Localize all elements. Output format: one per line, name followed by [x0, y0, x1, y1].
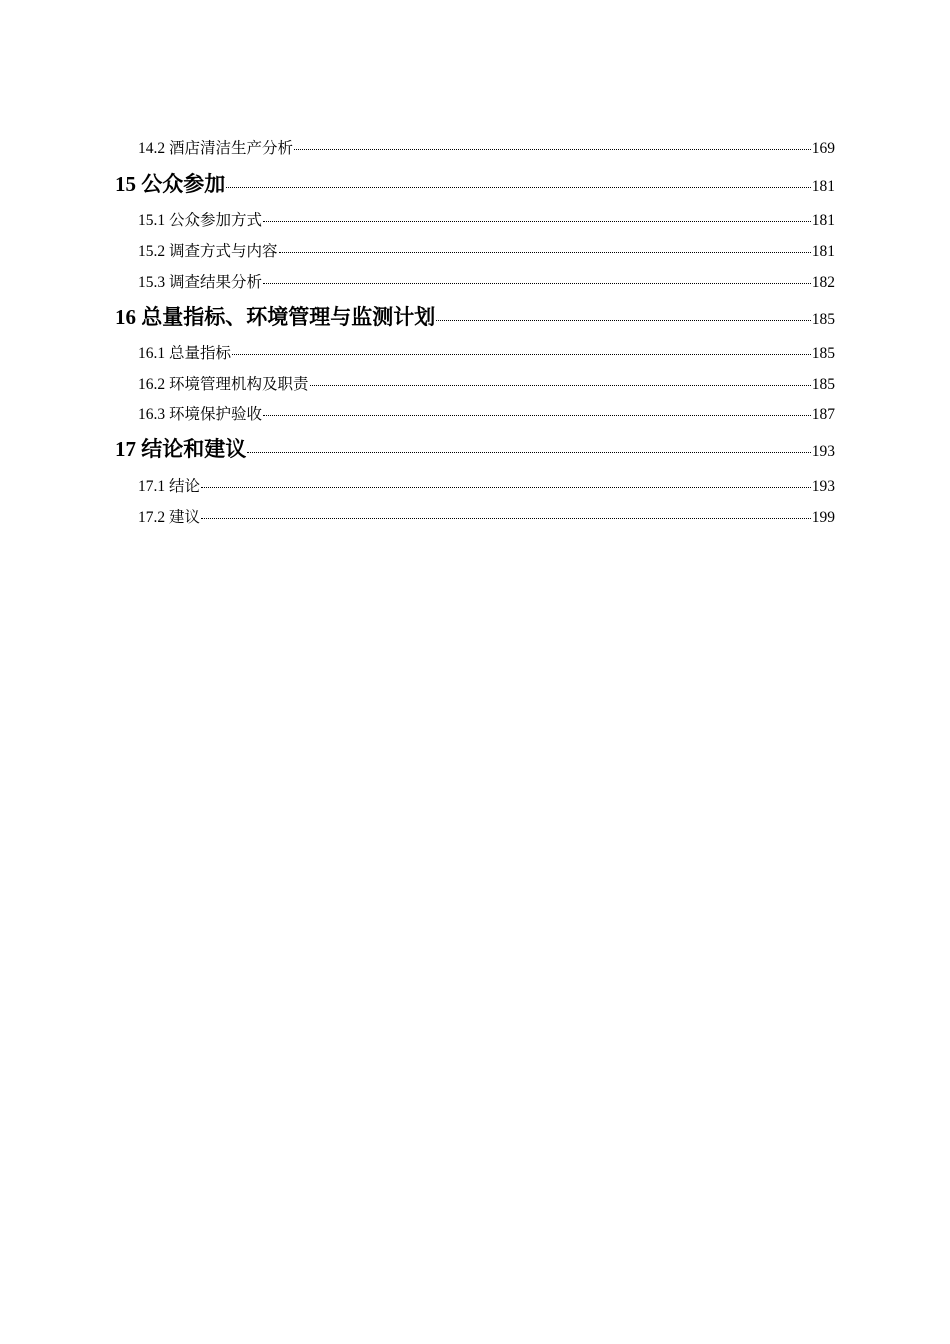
toc-dot-leader: [436, 320, 811, 321]
toc-entry-16-2[interactable]: [138, 372, 835, 394]
toc-entry-title: 15.3 调查结果分析: [138, 274, 263, 291]
toc-dot-leader: [232, 354, 811, 355]
toc-entry-title: 15.1 公众参加方式: [138, 212, 263, 229]
toc-dot-leader: [279, 252, 811, 253]
toc-entry-15-2[interactable]: [138, 239, 835, 261]
toc-entry-title: 15 公众参加: [115, 172, 226, 196]
toc-entry-page: 185: [811, 311, 835, 328]
toc-entry-page: 181: [811, 178, 835, 195]
toc-entry-page: 193: [811, 443, 835, 460]
toc-entry-title: 16.2 环境管理机构及职责: [138, 376, 309, 393]
toc-entry-title: 17.2 建议: [138, 509, 201, 526]
toc-entry-title: 15.2 调查方式与内容: [138, 243, 278, 260]
toc-entry-page: 185: [811, 376, 835, 393]
toc-entry-15-1[interactable]: [138, 208, 835, 230]
toc-entry-page: 182: [811, 274, 835, 291]
toc-entry-15[interactable]: [115, 168, 835, 198]
toc-dot-leader: [263, 221, 811, 222]
toc-dot-leader: [294, 149, 811, 150]
toc-dot-leader: [263, 283, 811, 284]
toc-entry-page: 199: [811, 509, 835, 526]
toc-entry-title: 14.2 酒店清洁生产分析: [138, 140, 294, 157]
toc-dot-leader: [226, 187, 811, 188]
toc-entry-page: 181: [811, 243, 835, 260]
toc-entry-title: 17 结论和建议: [115, 437, 247, 461]
toc-entry-17-2[interactable]: [138, 505, 835, 527]
toc-dot-leader: [201, 518, 811, 519]
toc-dot-leader: [263, 415, 811, 416]
toc-entry-16-3[interactable]: [138, 402, 835, 424]
toc-entry-page: 193: [811, 478, 835, 495]
toc-entry-page: 181: [811, 212, 835, 229]
toc-entry-16-1[interactable]: [138, 341, 835, 363]
toc-entry-page: 187: [811, 406, 835, 423]
toc-dot-leader: [201, 487, 811, 488]
toc-entry-17-1[interactable]: [138, 474, 835, 496]
toc-entry-page: 169: [811, 140, 835, 157]
toc-entry-15-3[interactable]: [138, 270, 835, 292]
toc-entry-title: 16 总量指标、环境管理与监测计划: [115, 305, 436, 329]
toc-dot-leader: [247, 452, 811, 453]
toc-entry-17[interactable]: [115, 433, 835, 463]
toc-dot-leader: [310, 385, 811, 386]
toc-entry-page: 185: [811, 345, 835, 362]
toc-entry-title: 17.1 结论: [138, 478, 201, 495]
toc-entry-14-2[interactable]: [138, 136, 835, 158]
toc-entry-title: 16.1 总量指标: [138, 345, 232, 362]
toc-entry-16[interactable]: [115, 301, 835, 331]
toc-entry-title: 16.3 环境保护验收: [138, 406, 263, 423]
